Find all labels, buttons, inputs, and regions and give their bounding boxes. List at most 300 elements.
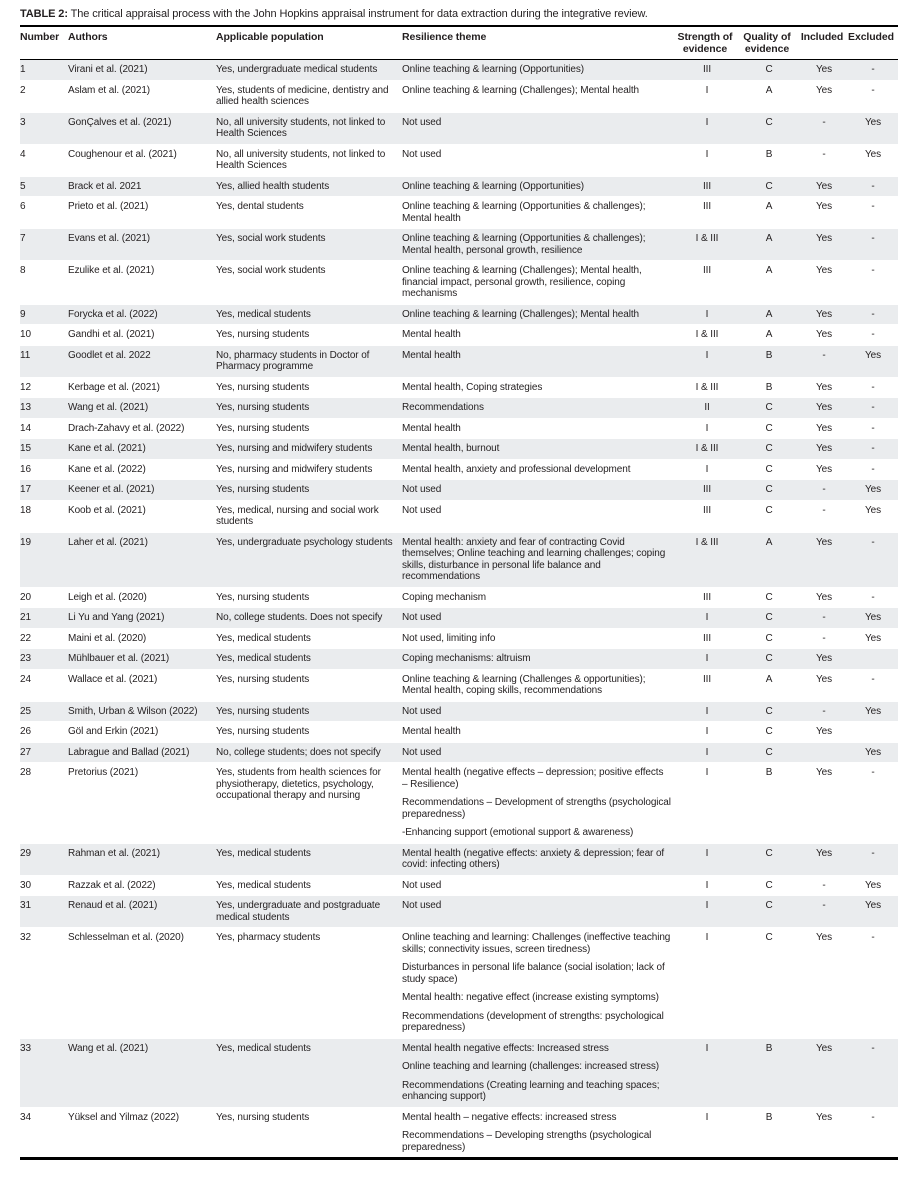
theme-paragraph: Online teaching & learning (Challenges); Mental health, financial impact, personal growth, resilience, coping mechanisms [402, 265, 642, 299]
cell-excluded: Yes [864, 612, 881, 623]
cell-number: 4 [20, 148, 26, 160]
cell-quality: A [765, 536, 773, 548]
cell-theme [402, 500, 676, 532]
cell-included: Yes [815, 536, 832, 548]
cell-number: 3 [20, 116, 26, 128]
cell-authors: Laher et al. (2021) [68, 536, 148, 548]
theme-paragraph: Recommendations (development of strengths: psychological preparedness) [402, 1010, 664, 1033]
cell-authors: Labrague and Ballad (2021) [68, 746, 190, 758]
cell-number: 13 [20, 402, 31, 413]
cell-authors: Wang et al. (2021) [68, 1042, 149, 1054]
cell-excluded: - [871, 536, 875, 548]
table-row [20, 60, 898, 81]
cell-population: Yes, nursing and midwifery students [216, 443, 373, 454]
table-row [20, 377, 898, 398]
cell-quality: A [765, 265, 773, 276]
cell-number: 22 [20, 632, 31, 644]
cell-number: 19 [20, 536, 31, 548]
cell-authors: Goodlet et al. 2022 [68, 349, 151, 361]
table-row [20, 480, 898, 501]
table-row [20, 325, 898, 346]
cell-quality: B [765, 767, 773, 778]
theme-paragraph: Not used [402, 705, 442, 717]
cell-excluded: - [871, 64, 875, 75]
cell-included: Yes [815, 932, 832, 943]
cell-included: Yes [815, 673, 832, 685]
cell-included: Yes [815, 443, 832, 454]
table-row [20, 229, 898, 261]
cell-excluded: - [871, 847, 875, 859]
cell-population: Yes, nursing students [216, 673, 310, 685]
cell-authors: Wallace et al. (2021) [68, 673, 158, 685]
theme-paragraph: Not used [402, 484, 442, 495]
cell-population: Yes, nursing students [216, 726, 310, 737]
cell-number: 23 [20, 653, 31, 664]
cell-population: Yes, medical students [216, 653, 311, 664]
cell-theme [402, 928, 676, 1039]
cell-strength: I [705, 308, 709, 320]
theme-paragraph: Mental health – negative effects: increased stress [402, 1111, 617, 1123]
cell-strength: III [702, 591, 712, 603]
cell-authors: Ezulike et al. (2021) [68, 265, 155, 276]
cell-number: 29 [20, 847, 31, 859]
table-row [20, 628, 898, 649]
col-header-population: Applicable population [216, 27, 402, 60]
cell-included: Yes [815, 1042, 832, 1054]
cell-included: - [822, 148, 826, 160]
cell-authors: Brack et al. 2021 [68, 180, 142, 192]
table-row [20, 928, 898, 1039]
cell-strength: I [705, 463, 709, 475]
cell-excluded: - [871, 422, 875, 434]
cell-population: Yes, medical students [216, 308, 311, 320]
theme-paragraph: Online teaching & learning (Challenges); Mental health [402, 308, 639, 320]
cell-authors: Li Yu and Yang (2021) [68, 612, 165, 623]
theme-paragraph: Online teaching & learning (Opportunities) [402, 64, 585, 75]
cell-authors: Mühlbauer et al. (2021) [68, 653, 170, 664]
cell-number: 25 [20, 705, 31, 717]
table-title-text: The critical appraisal process with the John Hopkins appraisal instrument for data extraction during the integrative review. [67, 8, 648, 20]
cell-authors: Evans et al. (2021) [68, 233, 151, 244]
cell-strength: I & III [695, 443, 719, 454]
cell-number: 9 [20, 308, 26, 320]
table-header-row [20, 27, 898, 60]
cell-population: No, all university students, not linked to Health Sciences [216, 116, 386, 139]
cell-quality: C [765, 116, 773, 128]
cell-quality: C [765, 932, 773, 943]
cell-theme [402, 480, 676, 501]
cell-theme [402, 587, 676, 608]
cell-strength: I & III [695, 381, 719, 393]
table-title [20, 8, 898, 27]
cell-population: Yes, nursing students [216, 422, 310, 434]
cell-authors: Forycka et al. (2022) [68, 308, 158, 320]
cell-quality: B [765, 349, 773, 361]
cell-population: Yes, social work students [216, 265, 326, 276]
cell-authors: Gandhi et al. (2021) [68, 329, 155, 340]
cell-population: Yes, nursing students [216, 402, 310, 413]
theme-paragraph: -Enhancing support (emotional support & awareness) [402, 827, 634, 838]
cell-quality: C [765, 64, 773, 75]
cell-quality: A [765, 673, 773, 685]
col-header-included: Included [800, 27, 848, 60]
cell-quality: A [765, 84, 773, 96]
cell-quality: C [765, 900, 773, 911]
cell-number: 20 [20, 591, 31, 603]
cell-included: Yes [815, 64, 832, 75]
cell-theme [402, 843, 676, 875]
cell-theme [402, 398, 676, 419]
cell-strength: I [705, 148, 709, 160]
cell-included: Yes [815, 233, 832, 244]
cell-theme [402, 197, 676, 229]
theme-paragraph: Mental health [402, 726, 461, 737]
theme-paragraph: Not used [402, 900, 442, 911]
cell-excluded: - [871, 180, 875, 192]
cell-strength: I [705, 879, 709, 891]
theme-paragraph: Mental health: anxiety and fear of contracting Covid themselves; Online teaching and learning challenges; coping skills, disturbance in personal life balance and recommendations [402, 536, 666, 582]
cell-excluded: - [871, 233, 875, 244]
cell-excluded: - [871, 265, 875, 276]
table-row [20, 304, 898, 325]
cell-number: 33 [20, 1042, 31, 1054]
theme-paragraph: Online teaching & learning (Opportunities & challenges); Mental health [402, 201, 646, 224]
cell-number: 16 [20, 463, 31, 475]
cell-authors: GonÇalves et al. (2021) [68, 116, 172, 128]
cell-theme [402, 628, 676, 649]
cell-quality: C [765, 705, 773, 717]
cell-included: - [822, 705, 826, 717]
cell-included: Yes [815, 402, 832, 413]
appraisal-table [20, 27, 898, 1160]
cell-quality: A [765, 308, 773, 320]
cell-theme [402, 742, 676, 763]
cell-population: Yes, nursing students [216, 1111, 310, 1123]
cell-population: Yes, nursing students [216, 484, 310, 495]
cell-quality: C [765, 632, 773, 644]
table-row [20, 112, 898, 144]
theme-paragraph: Coping mechanism [402, 591, 486, 603]
theme-paragraph: Not used, limiting info [402, 632, 496, 644]
table-row [20, 439, 898, 460]
cell-included: Yes [815, 463, 832, 475]
cell-excluded: - [871, 402, 875, 413]
cell-quality: A [765, 233, 773, 244]
cell-number: 30 [20, 879, 31, 891]
cell-strength: III [702, 484, 712, 495]
cell-population: Yes, allied health students [216, 180, 330, 192]
cell-theme [402, 439, 676, 460]
cell-quality: C [765, 463, 773, 475]
cell-included: - [822, 632, 826, 644]
cell-population: Yes, pharmacy students [216, 932, 321, 943]
cell-quality: B [765, 381, 773, 393]
cell-number: 7 [20, 233, 26, 244]
cell-population: Yes, undergraduate psychology students [216, 536, 393, 548]
cell-included: Yes [815, 84, 832, 96]
theme-paragraph: Online teaching & learning (Opportunities & challenges); Mental health, personal growth, resilience [402, 233, 646, 256]
cell-population: Yes, medical students [216, 879, 311, 891]
cell-population: Yes, undergraduate medical students [216, 64, 378, 75]
cell-quality: C [765, 180, 773, 192]
cell-population: Yes, medical students [216, 1042, 311, 1054]
cell-number: 17 [20, 484, 31, 495]
cell-theme [402, 60, 676, 81]
cell-theme [402, 377, 676, 398]
cell-authors: Wang et al. (2021) [68, 402, 149, 413]
cell-excluded: - [871, 1111, 875, 1123]
theme-paragraph: Online teaching & learning (Opportunities) [402, 180, 585, 192]
cell-theme [402, 669, 676, 701]
cell-strength: I & III [695, 329, 719, 340]
cell-population: Yes, nursing students [216, 591, 310, 603]
table-row [20, 722, 898, 743]
cell-strength: I [705, 932, 709, 943]
cell-theme [402, 229, 676, 261]
theme-paragraph: Not used [402, 116, 442, 128]
cell-excluded: - [871, 673, 875, 685]
col-header-authors: Authors [68, 27, 216, 60]
table-row [20, 144, 898, 176]
table-row [20, 532, 898, 587]
cell-theme [402, 345, 676, 377]
table-row [20, 608, 898, 629]
cell-theme [402, 80, 676, 112]
cell-strength: I & III [695, 536, 719, 548]
cell-authors: Kane et al. (2021) [68, 443, 146, 454]
table-row [20, 80, 898, 112]
cell-quality: C [765, 504, 773, 516]
cell-included: Yes [815, 591, 832, 603]
cell-included: - [822, 900, 826, 911]
cell-population: No, college students; does not specify [216, 746, 381, 758]
cell-strength: I [705, 847, 709, 859]
cell-number: 8 [20, 265, 26, 276]
cell-excluded: - [871, 591, 875, 603]
cell-authors: Rahman et al. (2021) [68, 847, 160, 859]
cell-excluded: Yes [864, 705, 881, 717]
cell-quality: C [765, 726, 773, 737]
cell-authors: Schlesselman et al. (2020) [68, 932, 184, 943]
cell-population: Yes, undergraduate and postgraduate medical students [216, 900, 381, 923]
theme-paragraph: Recommendations – Developing strengths (psychological preparedness) [402, 1130, 652, 1153]
cell-included: Yes [815, 726, 832, 737]
cell-strength: III [702, 504, 712, 516]
theme-paragraph: Mental health (negative effects: anxiety & depression; fear of covid: infecting others) [402, 847, 665, 870]
cell-excluded [848, 722, 898, 743]
cell-theme [402, 1107, 676, 1159]
cell-strength: I [705, 1042, 709, 1054]
cell-theme [402, 763, 676, 844]
cell-included: Yes [815, 180, 832, 192]
cell-population: Yes, nursing students [216, 329, 310, 340]
cell-strength: I [705, 1111, 709, 1123]
cell-authors: Yüksel and Yilmaz (2022) [68, 1111, 179, 1123]
cell-quality: A [765, 201, 773, 212]
cell-included: - [822, 612, 826, 623]
cell-excluded: - [871, 201, 875, 212]
cell-included: Yes [815, 767, 832, 778]
cell-authors: Virani et al. (2021) [68, 64, 148, 75]
cell-excluded: Yes [864, 148, 881, 160]
cell-population: Yes, nursing students [216, 381, 310, 393]
cell-number: 28 [20, 767, 31, 778]
cell-number: 10 [20, 329, 31, 340]
table-header [20, 27, 898, 60]
col-header-quality: Quality of evidence [738, 27, 800, 60]
cell-included: Yes [815, 308, 832, 320]
cell-theme [402, 896, 676, 928]
theme-paragraph: Online teaching & learning (Challenges); Mental health [402, 84, 639, 96]
cell-strength: I & III [695, 233, 719, 244]
cell-authors: Razzak et al. (2022) [68, 879, 156, 891]
cell-included: - [822, 484, 826, 495]
cell-quality: C [765, 484, 773, 495]
theme-paragraph: Recommendations [402, 402, 484, 413]
cell-number: 18 [20, 504, 31, 516]
cell-number: 1 [20, 64, 26, 75]
table-row [20, 1038, 898, 1107]
cell-population: Yes, social work students [216, 233, 326, 244]
cell-quality: C [765, 443, 773, 454]
cell-included: - [822, 504, 826, 516]
cell-population: No, all university students, not linked to Health Sciences [216, 148, 386, 171]
theme-paragraph: Mental health, burnout [402, 443, 500, 454]
cell-included: Yes [815, 265, 832, 276]
col-header-strength: Strength of evidence [676, 27, 738, 60]
cell-number: 2 [20, 84, 26, 96]
cell-theme [402, 532, 676, 587]
cell-theme [402, 722, 676, 743]
cell-excluded: Yes [864, 116, 881, 128]
cell-excluded: Yes [864, 900, 881, 911]
table-row [20, 843, 898, 875]
cell-authors: Keener et al. (2021) [68, 484, 155, 495]
cell-population: Yes, medical students [216, 847, 311, 859]
theme-paragraph: Online teaching & learning (Challenges & opportunities); Mental health, coping skills, recommendations [402, 673, 646, 696]
cell-excluded: - [871, 767, 875, 778]
cell-authors: Kane et al. (2022) [68, 463, 146, 475]
cell-excluded: - [871, 1042, 875, 1054]
cell-strength: I [705, 653, 709, 664]
cell-number: 14 [20, 422, 31, 434]
table-row [20, 875, 898, 896]
cell-theme [402, 701, 676, 722]
theme-paragraph: Mental health, Coping strategies [402, 381, 543, 393]
table-row [20, 669, 898, 701]
cell-quality: B [765, 1111, 773, 1123]
cell-theme [402, 418, 676, 439]
cell-quality: A [765, 329, 773, 340]
cell-excluded: Yes [864, 504, 881, 516]
cell-included: - [822, 349, 826, 361]
cell-quality: C [765, 746, 773, 758]
table-row [20, 1107, 898, 1159]
col-header-number: Number [20, 27, 68, 60]
cell-excluded: - [871, 463, 875, 475]
cell-excluded: Yes [864, 349, 881, 361]
cell-number: 31 [20, 900, 31, 911]
cell-included: - [822, 879, 826, 891]
cell-population: Yes, students from health sciences for physiotherapy, dietetics, psychology, occupational therapy and nursing [216, 767, 381, 801]
cell-authors: Coughenour et al. (2021) [68, 148, 177, 160]
cell-strength: II [704, 402, 710, 413]
cell-authors: Pretorius (2021) [68, 767, 139, 778]
table-row [20, 418, 898, 439]
cell-quality: B [765, 148, 773, 160]
cell-theme [402, 304, 676, 325]
cell-population: Yes, medical, nursing and social work students [216, 504, 379, 527]
cell-excluded: - [871, 932, 875, 943]
cell-included: Yes [815, 329, 832, 340]
cell-authors: Göl and Erkin (2021) [68, 726, 159, 737]
cell-quality: C [765, 402, 773, 413]
cell-excluded: - [871, 443, 875, 454]
cell-strength: I [705, 349, 709, 361]
theme-paragraph: Mental health (negative effects – depression; positive effects – Resilience) [402, 767, 664, 790]
cell-theme [402, 875, 676, 896]
cell-theme [402, 144, 676, 176]
cell-number: 21 [20, 612, 31, 623]
cell-strength: I [705, 767, 709, 778]
table-row [20, 176, 898, 197]
cell-number: 34 [20, 1111, 31, 1123]
cell-authors: Leigh et al. (2020) [68, 591, 147, 603]
cell-excluded: Yes [864, 632, 881, 644]
table-row [20, 345, 898, 377]
table-row [20, 701, 898, 722]
table-row [20, 742, 898, 763]
theme-paragraph: Coping mechanisms: altruism [402, 653, 531, 664]
table-row [20, 459, 898, 480]
cell-population: Yes, medical students [216, 632, 311, 644]
theme-paragraph: Mental health, anxiety and professional development [402, 463, 631, 475]
theme-paragraph: Mental health: negative effect (increase existing symptoms) [402, 992, 659, 1003]
cell-number: 27 [20, 746, 31, 758]
cell-theme [402, 459, 676, 480]
cell-authors: Kerbage et al. (2021) [68, 381, 160, 393]
cell-strength: III [702, 632, 712, 644]
theme-paragraph: Mental health negative effects: Increased stress [402, 1042, 609, 1054]
cell-strength: I [705, 116, 709, 128]
table-row [20, 587, 898, 608]
cell-excluded [848, 649, 898, 670]
col-header-excluded: Excluded [848, 27, 898, 60]
cell-number: 5 [20, 180, 26, 192]
cell-number: 12 [20, 381, 31, 393]
theme-paragraph: Not used [402, 148, 442, 160]
cell-included [800, 742, 848, 763]
theme-paragraph: Not used [402, 879, 442, 891]
cell-authors: Renaud et al. (2021) [68, 900, 158, 911]
col-header-theme: Resilience theme [402, 27, 676, 60]
cell-strength: I [705, 746, 709, 758]
cell-strength: I [705, 900, 709, 911]
cell-population: No, college students. Does not specify [216, 612, 383, 623]
cell-included: Yes [815, 422, 832, 434]
theme-paragraph: Mental health [402, 329, 461, 340]
cell-strength: I [705, 705, 709, 717]
theme-paragraph: Recommendations (Creating learning and teaching spaces; enhancing support) [402, 1079, 660, 1102]
theme-paragraph: Not used [402, 746, 442, 758]
cell-authors: Prieto et al. (2021) [68, 201, 149, 212]
cell-included: Yes [815, 847, 832, 859]
cell-included: - [822, 116, 826, 128]
cell-authors: Aslam et al. (2021) [68, 84, 151, 96]
cell-quality: B [765, 1042, 773, 1054]
table-title-label: TABLE 2: [20, 8, 68, 20]
cell-strength: I [705, 422, 709, 434]
